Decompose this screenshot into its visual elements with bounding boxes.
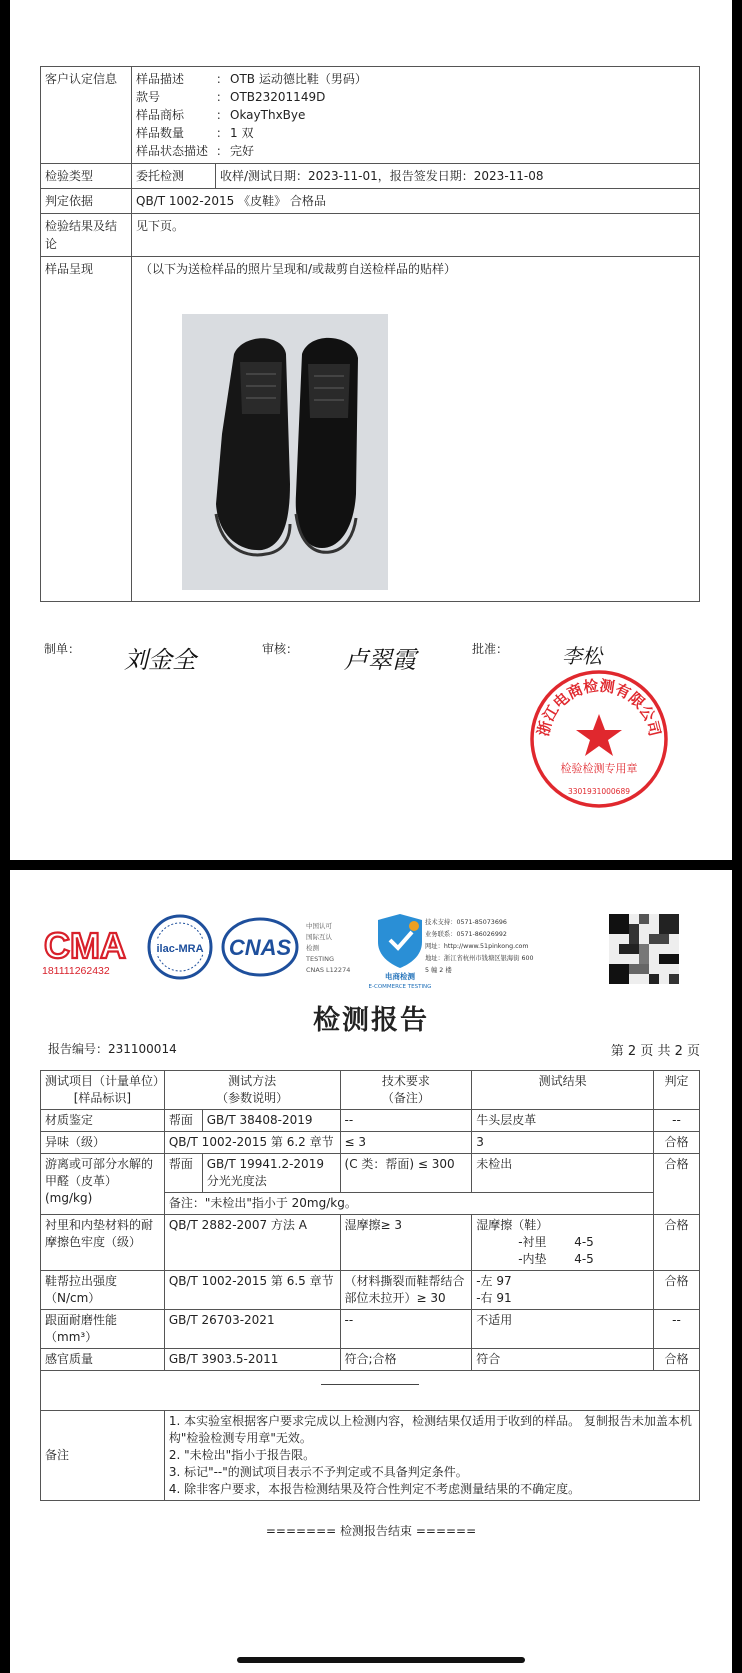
row-requirement: 湿摩擦≥ 3 <box>340 1215 472 1271</box>
shoe-illustration <box>182 314 388 590</box>
kv-key: 样品商标 <box>136 108 185 122</box>
report-page-1 <box>10 0 732 860</box>
sample-note: （以下为送检样品的照片呈现和/或裁剪自送检样品的贴样） <box>140 262 457 276</box>
signature-row <box>44 636 684 674</box>
row-requirement: -- <box>340 1310 472 1349</box>
reviewed-label: 审核： <box>262 642 299 656</box>
ilac-text: ilac-MRA <box>156 943 204 955</box>
row-verdict: 合格 <box>654 1154 700 1215</box>
row-method: GB/T 19941.2-2019 分光光度法 <box>202 1154 340 1193</box>
page-number: 第 2 页 共 2 页 <box>610 1044 700 1059</box>
kv-value: 完好 <box>230 144 255 158</box>
sample-info-table <box>40 66 700 602</box>
row-result: 不适用 <box>472 1310 654 1349</box>
note-item: 2. "未检出"指小于报告限。 <box>168 1448 316 1462</box>
home-indicator[interactable] <box>237 1657 525 1663</box>
row-method: GB/T 26703-2021 <box>164 1310 340 1349</box>
result-label: 检验结果及结论 <box>41 214 132 257</box>
note-item: 4. 除非客户要求，本报告检测结果及符合性判定不考虑测量结果的不确定度。 <box>168 1482 581 1496</box>
row-method: QB/T 1002-2015 第 6.2 章节 <box>164 1132 340 1154</box>
client-info-row <box>41 67 700 164</box>
table-row <box>41 1349 700 1371</box>
test-results-table <box>40 1070 700 1501</box>
basis-row <box>41 189 700 214</box>
divider <box>321 1384 419 1385</box>
seal-company-text: 浙江电商检测有限公司 <box>534 676 664 738</box>
table-row <box>41 1310 700 1349</box>
row-result: 3 <box>472 1132 654 1154</box>
rub-insole-value: 4-5 <box>574 1252 594 1266</box>
kv-key: 款号 <box>136 90 161 104</box>
row-note: 备注："未检出"指小于 20mg/kg。 <box>164 1193 653 1215</box>
table-header <box>41 1071 700 1110</box>
row-requirement: (C 类：帮面) ≤ 300 <box>340 1154 472 1193</box>
inspection-type-row <box>41 164 700 189</box>
header-result: 测试结果 <box>472 1071 654 1110</box>
kv-value: OTB23201149D <box>230 90 326 104</box>
row-method: GB/T 3903.5-2011 <box>164 1349 340 1371</box>
row-requirement: -- <box>340 1110 472 1132</box>
accred-line: 国际互认 <box>306 933 332 941</box>
row-item: 材质鉴定 <box>41 1110 165 1132</box>
kv-row: 样品商标 ： OkayThxBye <box>136 108 306 122</box>
note-item: 1. 本实验室根据客户要求完成以上检测内容，检测结果仅适用于收到的样品。 复制报告未加盖本机构"检验检测专用章"无效。 <box>168 1414 692 1445</box>
header-verdict: 判定 <box>654 1071 700 1110</box>
cma-number: 181111262432 <box>42 965 110 977</box>
test-dates: 收样/测试日期：2023-11-01，报告签发日期：2023-11-08 <box>216 164 700 189</box>
prepared-label: 制单： <box>44 642 81 656</box>
approved-label: 批准： <box>472 642 509 656</box>
row-item: 异味（级） <box>41 1132 165 1154</box>
basis-label: 判定依据 <box>41 189 132 214</box>
cma-text: CMA <box>44 925 126 966</box>
client-info-values <box>132 67 700 164</box>
contact-line: 技术支持：0571-85073696 <box>425 919 507 926</box>
ilac-mra-logo <box>149 916 211 978</box>
row-verdict: 合格 <box>654 1132 700 1154</box>
accreditation-text <box>305 921 350 974</box>
ecom-cn: 电商检测 <box>385 972 415 981</box>
table-row <box>41 1271 700 1310</box>
blank-row <box>41 1371 700 1411</box>
note-item: 3. 标记"--"的测试项目表示不予判定或不具备判定条件。 <box>168 1465 468 1479</box>
qr-code <box>609 914 679 984</box>
rub-insole-label: -内垫 <box>518 1252 547 1266</box>
company-seal <box>528 668 670 810</box>
contact-line: 地址：浙江省杭州市钱塘区银海街 600 <box>425 955 534 962</box>
kv-row: 款号 ： OTB23201149D <box>136 90 326 104</box>
rub-lining-value: 4-5 <box>574 1235 594 1249</box>
header-logos <box>38 912 698 992</box>
header-method: 测试方法 （参数说明） <box>164 1071 340 1110</box>
client-info-label: 客户认定信息 <box>41 67 132 164</box>
accred-line: TESTING <box>306 955 334 963</box>
row-item: 跟面耐磨性能（mm³） <box>41 1310 165 1349</box>
row-verdict: 合格 <box>654 1271 700 1310</box>
inspection-type: 委托检测 <box>132 164 216 189</box>
row-result <box>472 1215 654 1271</box>
cnas-text: CNAS <box>228 935 292 960</box>
kv-key: 样品数量 <box>136 126 185 140</box>
row-part: 帮面 <box>164 1154 202 1193</box>
notes-row <box>41 1411 700 1501</box>
table-row <box>41 1110 700 1132</box>
accred-line: 检测 <box>306 944 319 952</box>
row-method: GB/T 38408-2019 <box>202 1110 340 1132</box>
notes-label: 备注 <box>41 1411 165 1501</box>
kv-row: 样品数量 ： 1 双 <box>136 126 254 140</box>
seal-number: 3301931000689 <box>567 787 631 796</box>
contact-line: 5 幢 2 楼 <box>425 967 452 974</box>
table-row <box>41 1154 700 1193</box>
result-value: 见下页。 <box>132 214 700 257</box>
row-verdict: 合格 <box>654 1349 700 1371</box>
row-requirement: （材料撕裂而鞋帮结合部位未拉开）≥ 30 <box>340 1271 472 1310</box>
report-end-marker: ======= 检测报告结束 ====== <box>265 1524 477 1538</box>
ecom-en: E-COMMERCE TESTING <box>368 984 432 990</box>
seal-purpose-text: 检验检测专用章 <box>560 762 638 775</box>
row-part: 帮面 <box>164 1110 202 1132</box>
contact-line: 网址：http://www.51pinkong.com <box>425 943 529 950</box>
row-result <box>472 1271 654 1310</box>
contact-info <box>425 917 533 974</box>
kv-value: OkayThxBye <box>230 108 306 122</box>
row-requirement: ≤ 3 <box>340 1132 472 1154</box>
reviewed-signature: 卢翠霞 <box>344 646 416 674</box>
row-item: 游离或可部分水解的甲醛（皮革）(mg/kg) <box>41 1154 165 1215</box>
row-method: QB/T 2882-2007 方法 A <box>164 1215 340 1271</box>
sample-label: 样品呈现 <box>41 257 132 602</box>
kv-key: 样品状态描述 <box>136 144 209 158</box>
cma-logo <box>42 925 126 977</box>
prepared-signature: 刘金全 <box>124 646 196 674</box>
sample-row <box>41 257 700 602</box>
header-item: 测试项目（计量单位） [样品标识] <box>41 1071 165 1110</box>
notes-content <box>164 1411 699 1501</box>
kv-value: OTB 运动德比鞋（男码） <box>230 72 367 86</box>
pull-right: -右 91 <box>476 1291 512 1305</box>
kv-key: 样品描述 <box>136 72 185 86</box>
result-row <box>41 214 700 257</box>
row-item: 衬里和内垫材料的耐摩擦色牢度（级） <box>41 1215 165 1271</box>
shoe-photo <box>182 314 388 590</box>
row-result: 未检出 <box>472 1154 654 1193</box>
row-result: 牛头层皮革 <box>472 1110 654 1132</box>
blank-cell <box>41 1371 700 1411</box>
report-page-2 <box>10 870 732 1673</box>
row-method: QB/T 1002-2015 第 6.5 章节 <box>164 1271 340 1310</box>
basis-value: QB/T 1002-2015 《皮鞋》 合格品 <box>132 189 700 214</box>
inspection-type-label: 检验类型 <box>41 164 132 189</box>
ecommerce-testing-logo <box>369 914 432 990</box>
report-title: 检测报告 <box>313 1005 429 1036</box>
header-requirement: 技术要求 （备注） <box>340 1071 472 1110</box>
approved-signature: 李松 <box>562 644 602 668</box>
row-verdict: 合格 <box>654 1215 700 1271</box>
rub-title: 湿摩擦（鞋） <box>476 1218 549 1232</box>
pull-left: -左 97 <box>476 1274 512 1288</box>
report-number: 报告编号：231100014 <box>48 1042 177 1056</box>
table-row <box>41 1215 700 1271</box>
rub-lining-label: -衬里 <box>518 1235 547 1249</box>
accred-line: CNAS L12274 <box>306 966 351 974</box>
row-result: 符合 <box>472 1349 654 1371</box>
row-item: 感官质量 <box>41 1349 165 1371</box>
table-row <box>41 1132 700 1154</box>
kv-row: 样品描述 ： OTB 运动德比鞋（男码） <box>136 72 367 86</box>
contact-line: 业务联系：0571-86026992 <box>425 931 507 938</box>
row-item: 鞋帮拉出强度（N/cm） <box>41 1271 165 1310</box>
kv-row: 样品状态描述 ： 完好 <box>136 144 255 158</box>
cnas-logo <box>223 919 297 975</box>
kv-value: 1 双 <box>230 126 254 140</box>
sample-cell <box>132 257 700 602</box>
accred-line: 中国认可 <box>306 922 332 930</box>
row-verdict: -- <box>654 1310 700 1349</box>
row-requirement: 符合;合格 <box>340 1349 472 1371</box>
row-verdict: -- <box>654 1110 700 1132</box>
